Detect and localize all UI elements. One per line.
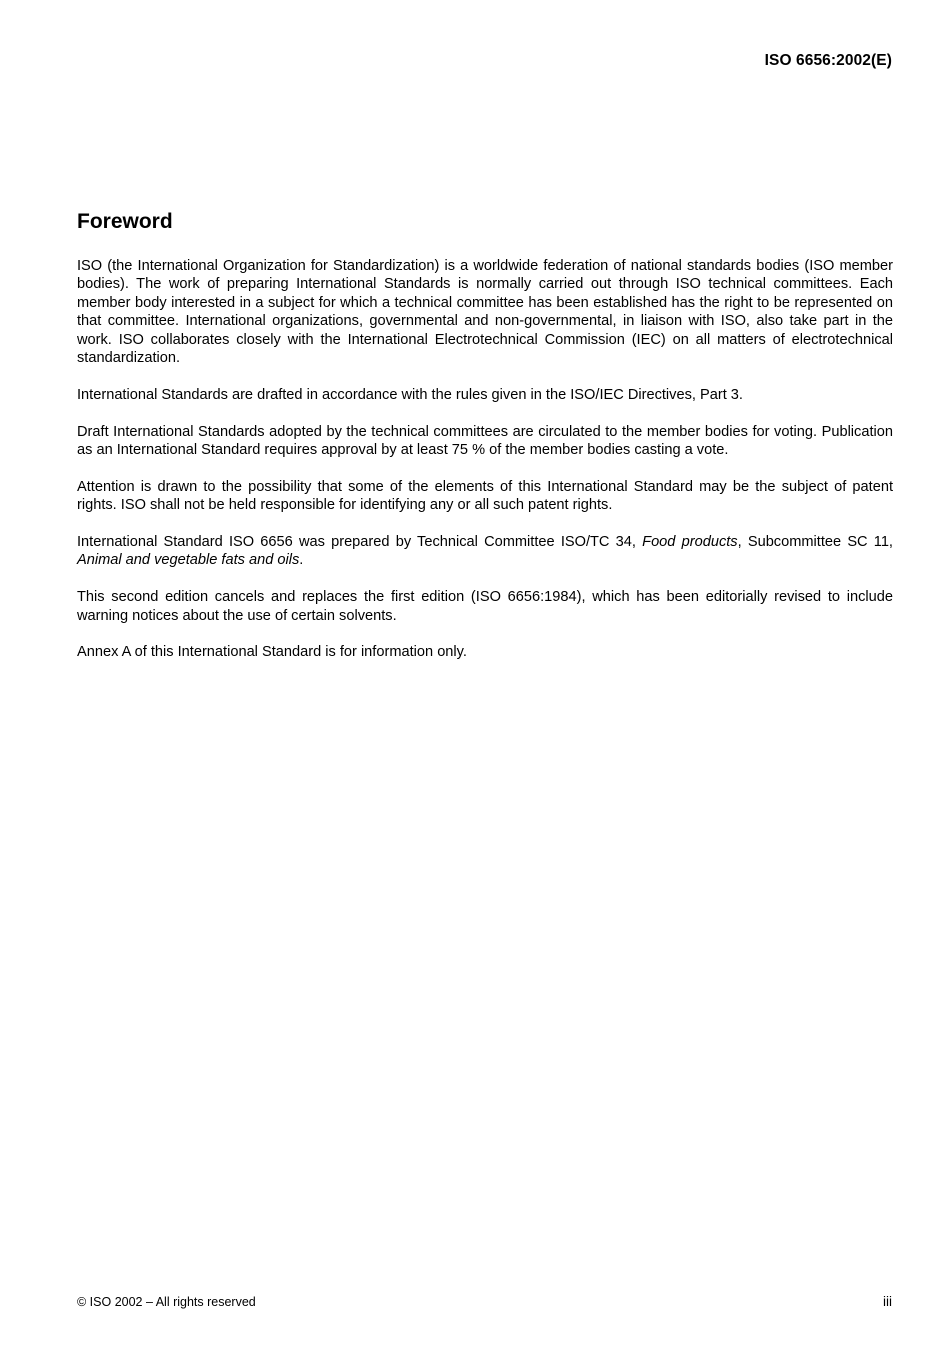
- committee-name: Food products: [642, 534, 738, 551]
- paragraph-iso-intro: ISO (the International Organization for Standardization) is a worldwide federation of national standards bodies (ISO member bodies). The work of preparing International Standards is normally carried out through ISO technical committees. Each member body interested in a subject for which a technical committee has been established has the right to be represented on that committee. International organizations, governmental and non-governmental, in liaison with ISO, also take part in the work. ISO collaborates closely with the International Electrotechnical Commission (IEC) on all matters of electrotechnical standardization.: [77, 258, 893, 367]
- paragraph-patent-rights: Attention is drawn to the possibility that some of the elements of this International Standard may be the subject of patent rights. ISO shall not be held responsible for identifying any or all such patent rights.: [77, 478, 893, 514]
- subcommittee-name: Animal and vegetable fats and oils: [77, 552, 300, 569]
- copyright-notice: © ISO 2002 – All rights reserved: [77, 1295, 256, 1309]
- prepared-by-text-2: , Subcommittee SC 11,: [737, 534, 893, 551]
- prepared-by-text-3: .: [299, 552, 304, 569]
- paragraph-directives: International Standards are drafted in accordance with the rules given in the ISO/IEC Directives, Part 3.: [77, 386, 743, 403]
- paragraph-prepared-by: [77, 533, 893, 570]
- paragraph-annex: Annex A of this International Standard is for information only.: [77, 644, 467, 661]
- paragraph-draft-standards: Draft International Standards adopted by the technical committees are circulated to the member bodies for voting. Publication as an International Standard requires approval by at least 75 % of the member bodies casting a vote.: [77, 423, 893, 459]
- paragraph-edition: This second edition cancels and replaces the first edition (ISO 6656:1984), which has been editorially revised to include warning notices about the use of certain solvents.: [77, 589, 893, 624]
- page-number: iii: [883, 1294, 892, 1309]
- document-id: ISO 6656:2002(E): [764, 52, 892, 69]
- foreword-body: [77, 257, 893, 680]
- page-title: Foreword: [77, 210, 173, 233]
- prepared-by-text-1: International Standard ISO 6656 was prepared by Technical Committee ISO/TC 34,: [77, 534, 643, 551]
